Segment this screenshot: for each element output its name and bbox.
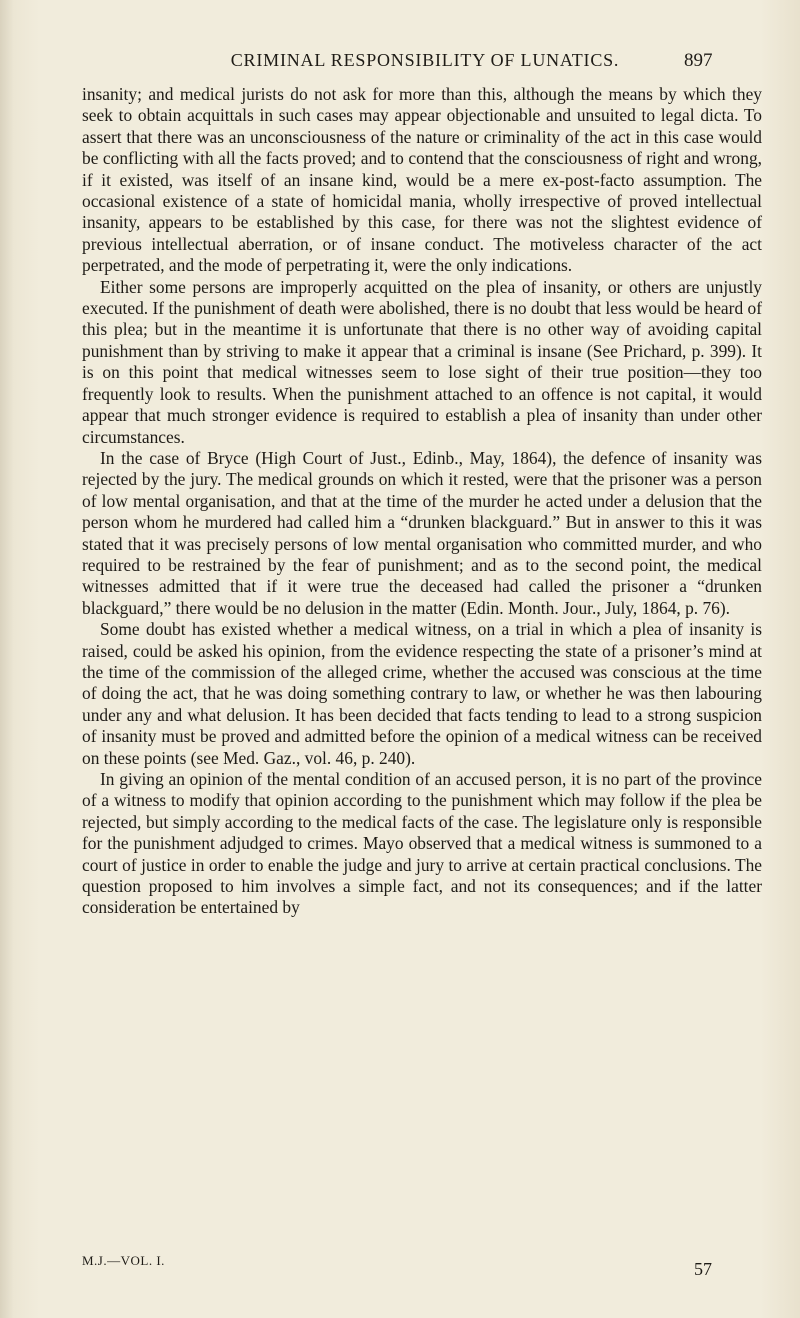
paragraph-1: insanity; and medical jurists do not ask for more than this, although the means by which they seek to obtain acquittals in such cases may appear objectionable and unsuited to legal dicta. To assert that there was an unconsciousness of the nature or criminality of the act in this case would be conflicting with all the facts proved; and to contend that the consciousness of right and wrong, if it existed, was itself of an insane kind, would be a mere ex-post-facto assumption. The occasional existence of a state of homicidal mania, wholly irrespective of proved intellectual insanity, appears to be established by this case, for there was not the slightest evidence of previous intellectual aberration, or of insane conduct. The motiveless character of the act perpetrated, and the mode of perpetrating it, were the only indications. — [82, 84, 762, 276]
paragraph-5: In giving an opinion of the mental condition of an accused person, it is no part of the province of a witness to modify that opinion according to the punishment which may follow if the plea be rejected, but simply according to the medical facts of the case. The legislature only is responsible for the punishment adjudged to crimes. Mayo observed that a medical witness is summoned to a court of justice in order to enable the judge and jury to arrive at certain practical conclusions. The question proposed to him involves a simple fact, and not its consequences; and if the latter consideration be entertained by — [82, 769, 762, 918]
sheet-number: 57 — [694, 1259, 712, 1279]
running-title: CRIMINAL RESPONSIBILITY OF LUNATICS. — [230, 50, 620, 70]
page-number: 897 — [684, 50, 713, 71]
paragraph-3: In the case of Bryce (High Court of Just., Edinb., May, 1864), the defence of insanity was rejected by the jury. The medical grounds on which it rested, were that the prisoner was a person of low mental organisation, and that at the time of the murder he acted under a delusion that the person whom he murdered had called him a “drunken blackguard.” But in answer to this it was stated that it was precisely persons of low mental organisation who committed murder, and who required to be restrained by the fear of punishment; and as to the second point, the medical witnesses admitted that if it were true the deceased had called the prisoner a “drunken blackguard,” there would be no delusion in the matter (Edin. Month. Jour., July, 1864, p. 76). — [82, 447, 762, 618]
page-footer — [82, 1253, 762, 1293]
body-text — [82, 84, 762, 919]
paragraph-2: Either some persons are improperly acquitted on the plea of insanity, or others are unjustly executed. If the punishment of death were abolished, there is no doubt that less would be heard of this plea; but in the meantime it is unfortunate that there is no other way of avoiding capital punishment than by striving to make it appear that a criminal is insane (See Prichard, p. 399). It is on this point that medical witnesses seem to lose sight of their true position—they too frequently look to results. When the punishment attached to an offence is not capital, it would appear that much stronger evidence is required to establish a plea of insanity than under other circumstances. — [82, 276, 762, 447]
signature-mark: M.J.—VOL. I. — [82, 1253, 165, 1268]
paragraph-4: Some doubt has existed whether a medical witness, on a trial in which a plea of insanity is raised, could be asked his opinion, from the evidence respecting the state of a prisoner’s mind at the time of the commission of the alleged crime, whether the accused was conscious at the time of doing the act, that he was doing something contrary to law, or whether he was then labouring under any and what delusion. It has been decided that facts tending to lead to a strong suspicion of insanity must be proved and admitted before the opinion of a medical witness can be received on these points (see Med. Gaz., vol. 46, p. 240). — [82, 619, 762, 768]
